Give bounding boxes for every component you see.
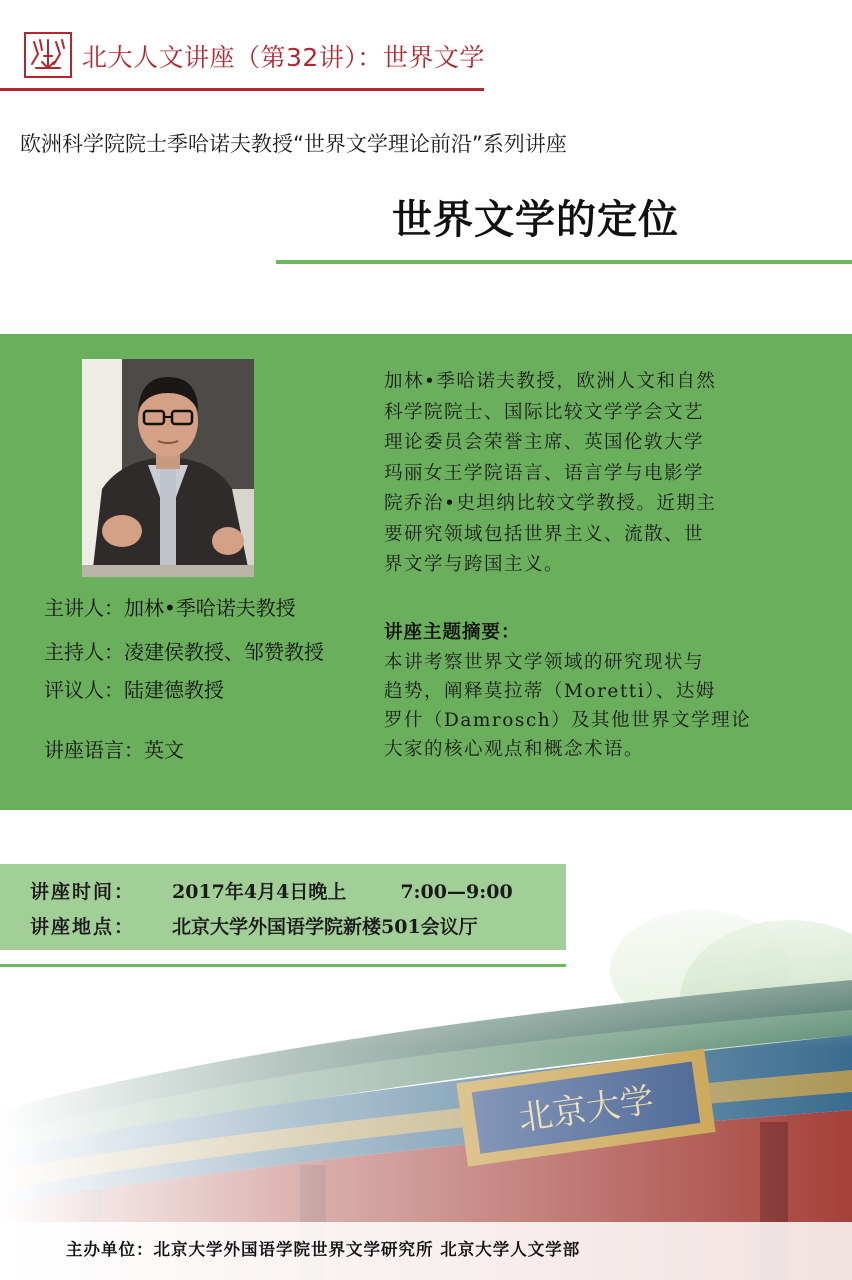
bio-line: 玛丽女王学院语言、语言学与电影学	[384, 462, 705, 484]
host-label: 主持人	[44, 640, 104, 664]
place-value: 北京大学外国语学院新楼501会议厅	[172, 916, 478, 938]
lecture-series-subtitle: 欧洲科学院院士季哈诺夫教授“世界文学理论前沿”系列讲座	[20, 132, 567, 156]
green-divider-top	[276, 260, 852, 264]
time-label: 讲座时间：	[30, 881, 136, 903]
language-line: 讲座语言：英文	[44, 738, 184, 762]
discussant-label: 评议人	[44, 678, 104, 702]
abstract-line: 本讲考察世界文学领域的研究现状与	[384, 652, 705, 673]
speaker-bio	[384, 367, 784, 581]
host-line: 主持人：凌建侯教授、邹赞教授	[44, 640, 324, 664]
abstract-line: 大家的核心观点和概念术语。	[384, 739, 645, 760]
time-range: 7:00—9:00	[400, 881, 513, 903]
footer	[0, 1222, 852, 1280]
bio-line: 院乔治•史坦纳比较文学教授。近期主	[384, 493, 717, 514]
speaker-panel	[0, 334, 852, 810]
bio-line: 科学院院士、国际比较文学学会文艺	[384, 401, 705, 423]
abstract-line: 趋势，阐释莫拉蒂（Moretti）、达姆	[384, 681, 716, 702]
discussant-name: 陆建德教授	[124, 678, 224, 702]
abstract-line: 罗什（Damrosch）及其他世界文学理论	[384, 710, 752, 731]
series-title: 北大人文讲座（第32讲）：世界文学	[82, 43, 485, 72]
discussant-line: 评议人：陆建德教授	[44, 678, 224, 702]
speaker-photo-icon	[82, 359, 254, 577]
time-date: 2017年4月4日晚上	[172, 881, 347, 903]
language-value: 英文	[144, 738, 184, 762]
organizers: 主办单位：北京大学外国语学院世界文学研究所 北京大学人文学部	[66, 1240, 581, 1259]
abstract-body	[384, 648, 796, 764]
speaker-name: 加林•季哈诺夫教授	[124, 596, 296, 620]
bio-line: 界文学与跨国主义。	[384, 554, 565, 575]
pku-humanities-seal-icon	[24, 32, 72, 78]
place-row	[30, 912, 478, 939]
bio-line: 理论委员会荣誉主席、英国伦敦大学	[384, 432, 705, 453]
abstract-heading: 讲座主题摘要：	[384, 622, 521, 643]
lecture-title: 世界文学的定位	[392, 197, 679, 243]
language-label: 讲座语言	[44, 738, 124, 762]
host-names: 凌建侯教授、邹赞教授	[124, 640, 324, 664]
place-label: 讲座地点：	[30, 916, 136, 938]
bio-line: 要研究领域包括世界主义、流散、世	[384, 523, 705, 545]
speaker-label: 主讲人	[44, 596, 104, 620]
speaker-line: 主讲人：加林•季哈诺夫教授	[44, 596, 296, 620]
red-divider	[0, 88, 484, 91]
bio-line: 加林•季哈诺夫教授，欧洲人文和自然	[384, 371, 717, 392]
green-divider-bottom	[0, 964, 566, 967]
time-row	[30, 877, 513, 904]
event-info-box	[0, 864, 566, 950]
